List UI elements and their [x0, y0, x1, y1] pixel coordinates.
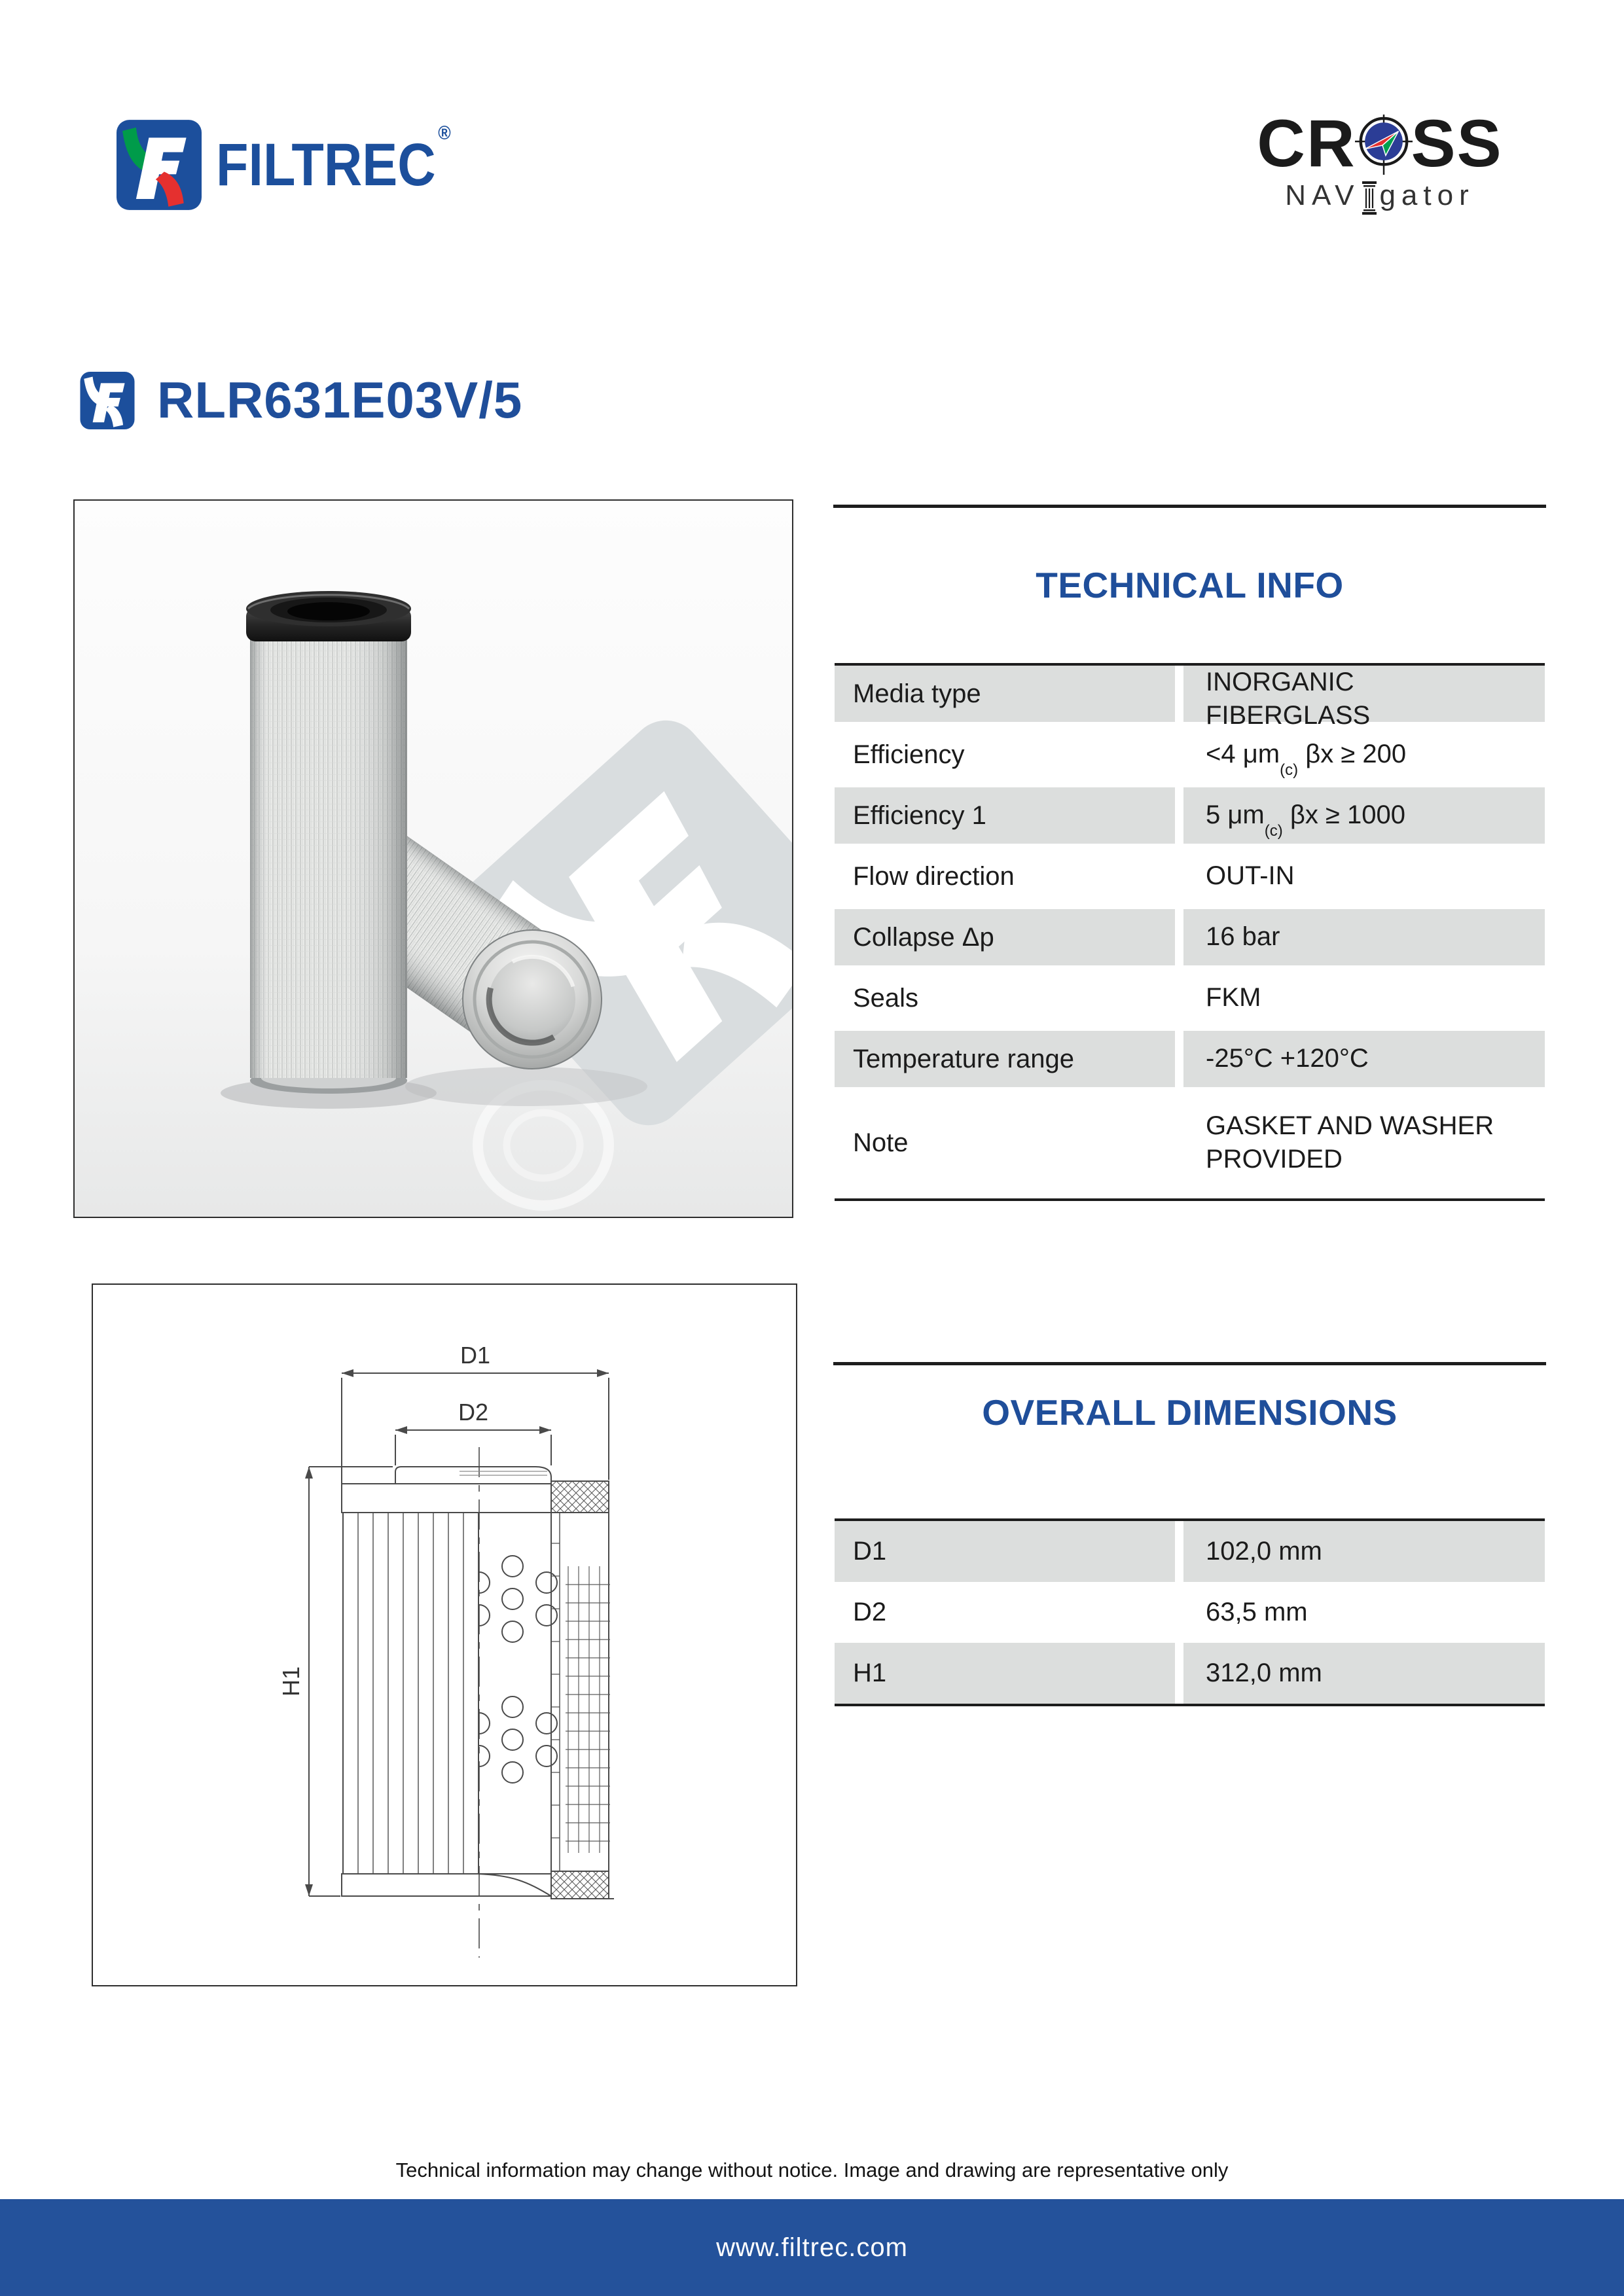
table-row — [835, 1582, 1545, 1643]
standing-filter-element — [221, 591, 437, 1109]
table-cell-value: OUT-IN — [1206, 861, 1295, 891]
filtrec-mark-icon — [117, 120, 202, 210]
column-icon — [1362, 180, 1377, 215]
table-cell-label: Flow direction — [853, 861, 1015, 891]
table-cell-label: H1 — [835, 1643, 1175, 1704]
cross-navigator-logo — [1249, 106, 1511, 213]
cross-wordmark — [1249, 106, 1511, 181]
table-row — [835, 1087, 1545, 1198]
table-cell-label: D1 — [835, 1521, 1175, 1582]
table-row — [835, 909, 1545, 965]
website-link[interactable]: www.filtrec.com — [716, 2233, 908, 2262]
technical-drawing — [92, 1283, 797, 1986]
table-cell-value: GASKET AND WASHER PROVIDED — [1206, 1111, 1494, 1174]
table-cell-value: <4 $\mu m_{(c)}$ βx ≥ 200 — [1206, 740, 1407, 780]
table-cell-label: Seals — [853, 983, 919, 1013]
table-gutter — [1175, 844, 1183, 909]
navigator-nav: NAV — [1285, 179, 1360, 211]
dimensions-title: OVERALL DIMENSIONS — [982, 1392, 1398, 1433]
table-cell-label: Note — [853, 1128, 909, 1157]
table-gutter — [1175, 722, 1183, 787]
navigator-wordmark — [1249, 178, 1511, 213]
product-code: RLR631E03V/5 — [157, 371, 523, 429]
table-cell-label: D2 — [853, 1598, 887, 1626]
technical-info-top-rule — [833, 505, 1546, 508]
table-row — [835, 666, 1545, 730]
table-cell-value: 16 bar — [1183, 909, 1545, 965]
table-gutter — [1175, 666, 1183, 722]
registered-mark: ® — [438, 122, 451, 144]
table-row — [835, 965, 1545, 1031]
table-cell-value: FKM — [1206, 983, 1261, 1013]
table-row — [835, 1031, 1545, 1087]
footer-bar — [0, 2199, 1624, 2296]
dimension-drawing — [93, 1285, 796, 1985]
dimensions-table — [835, 1518, 1545, 1706]
product-photo-render — [75, 501, 792, 1217]
table-row — [835, 722, 1545, 787]
table-cell-value: 63,5 mm — [1206, 1597, 1308, 1626]
drawing-label-h1: H1 — [278, 1666, 304, 1697]
table-cell-value: 102,0 mm — [1183, 1521, 1545, 1582]
drawing-label-d1: D1 — [460, 1342, 491, 1369]
table-cell-label: Collapse Δp — [835, 909, 1175, 965]
table-row — [835, 1643, 1545, 1704]
table-cell-value: -25°C +120°C — [1183, 1031, 1545, 1087]
brand-wordmark — [216, 122, 451, 200]
filtrec-logo — [117, 120, 480, 210]
table-row — [835, 787, 1545, 844]
table-cell-label: Efficiency 1 — [835, 787, 1175, 844]
technical-info-title: TECHNICAL INFO — [1036, 565, 1344, 605]
table-gutter — [1175, 909, 1183, 965]
filtrec-mark-small-icon — [80, 372, 135, 429]
cross-cr: CR — [1257, 106, 1356, 181]
navigator-gator: gator — [1379, 179, 1475, 211]
table-gutter — [1175, 1521, 1183, 1582]
table-gutter — [1175, 1087, 1183, 1198]
table-gutter — [1175, 1031, 1183, 1087]
compass-icon — [1355, 115, 1413, 175]
dimensions-top-rule — [833, 1362, 1546, 1365]
table-row — [835, 1521, 1545, 1582]
table-cell-label: Efficiency — [853, 740, 965, 769]
table-cell-label: Temperature range — [835, 1031, 1175, 1087]
table-gutter — [1175, 787, 1183, 844]
table-cell-value: INORGANIC FIBERGLASS — [1183, 666, 1545, 722]
table-gutter — [1175, 965, 1183, 1031]
table-cell-value: 312,0 mm — [1183, 1643, 1545, 1704]
product-photo — [73, 499, 793, 1218]
brand-word: FILTREC — [216, 131, 436, 198]
table-cell-value: 5 $\mu m_{(c)}$ βx ≥ 1000 — [1183, 787, 1545, 844]
drawing-label-d2: D2 — [458, 1399, 489, 1426]
cross-ss: SS — [1411, 106, 1503, 181]
technical-info-table — [835, 663, 1545, 1201]
table-gutter — [1175, 1643, 1183, 1704]
disclaimer-text: Technical information may change without notice. Image and drawing are representative only — [395, 2159, 1229, 2181]
table-gutter — [1175, 1582, 1183, 1643]
product-title — [80, 370, 522, 430]
table-cell-label: Media type — [835, 666, 1175, 722]
table-row — [835, 844, 1545, 909]
